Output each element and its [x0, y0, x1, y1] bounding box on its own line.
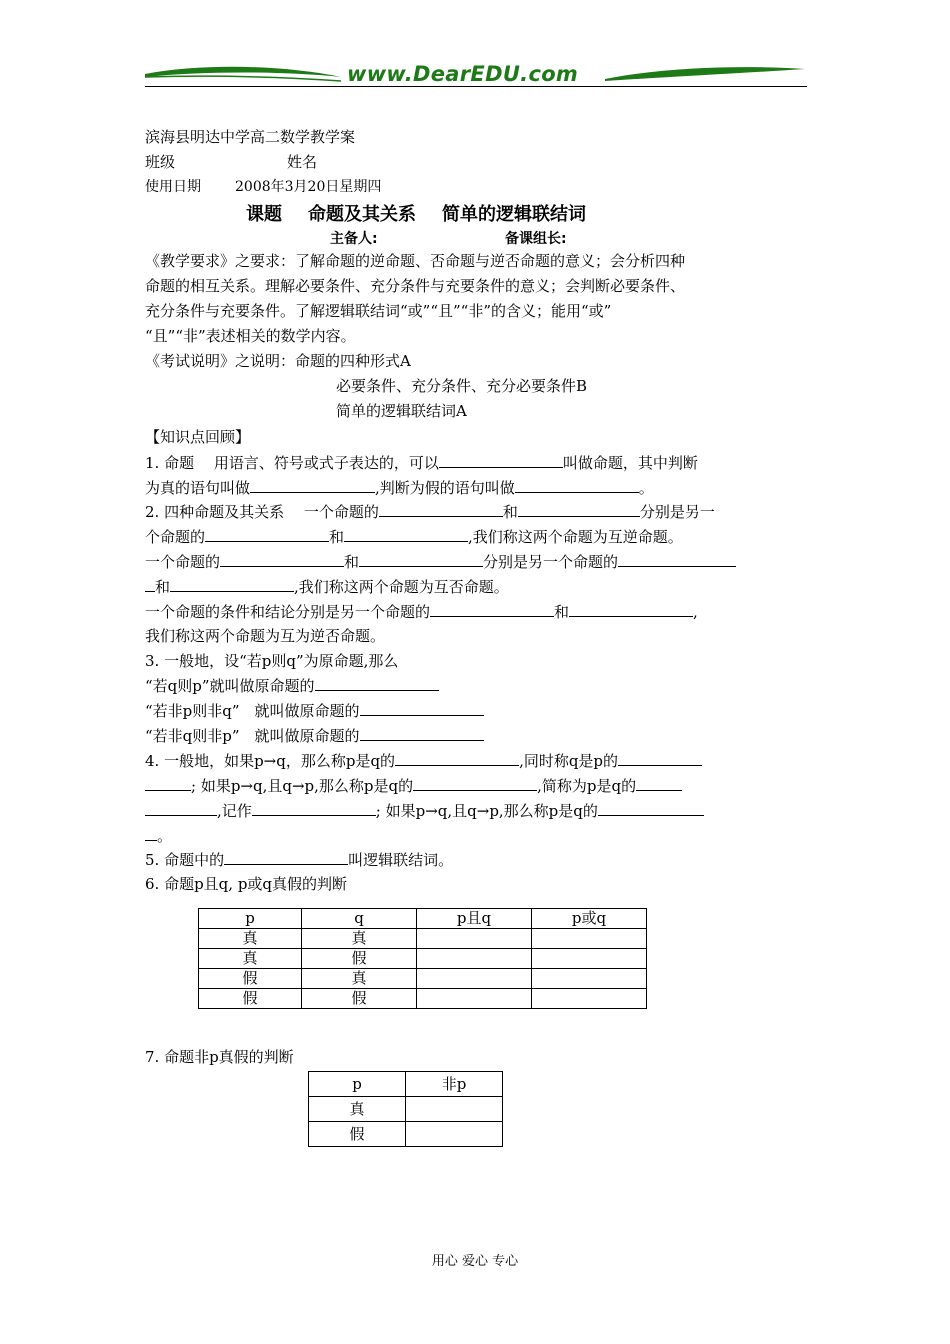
q1-line2 — [145, 477, 654, 498]
q2-line1 — [145, 501, 715, 522]
table-header-cell: p — [309, 1072, 406, 1097]
review-heading: 【知识点回顾】 — [145, 428, 251, 446]
q2-text: 个命题的 — [145, 528, 206, 546]
table-cell: 真 — [302, 929, 417, 949]
truth-table-not — [308, 1071, 503, 1147]
answer-blank[interactable] — [518, 501, 640, 517]
q5-text: 叫逻辑联结词。 — [348, 851, 454, 869]
answer-blank[interactable] — [145, 800, 217, 816]
q6-line: 6. 命题p且q, p或q真假的判断 — [145, 875, 348, 893]
answer-blank[interactable] — [344, 526, 468, 542]
answer-blank[interactable] — [618, 750, 702, 766]
q4-text: ,简称为p是q的 — [537, 777, 637, 795]
q4-line4 — [145, 825, 172, 846]
answer-blank[interactable] — [145, 825, 157, 841]
lesson-title — [246, 200, 612, 226]
q3-line4 — [145, 725, 484, 746]
table-row — [199, 929, 647, 949]
q3-text: “若非q则非p” 就叫做原命题的 — [145, 727, 360, 745]
q4-text: ,记作 — [217, 802, 252, 820]
title-main: 命题及其关系 — [308, 204, 416, 225]
table-header-cell: q — [302, 909, 417, 929]
page-footer: 用心 爱心 专心 — [431, 1254, 519, 1269]
answer-blank[interactable] — [224, 849, 348, 865]
table-answer-cell[interactable] — [532, 949, 647, 969]
requirement-line: 命题的相互关系。理解必要条件、充分条件与充要条件的意义；会判断必要条件、 — [145, 277, 686, 295]
q3-text: “若q则p”就叫做原命题的 — [145, 677, 315, 695]
table-cell: 假 — [302, 989, 417, 1009]
site-logo: www.DearEDU.com — [347, 62, 579, 86]
q2-line2 — [145, 526, 683, 547]
answer-blank[interactable] — [598, 800, 704, 816]
title-prefix: 课题 — [246, 204, 282, 225]
q1-line1 — [145, 452, 698, 473]
preparer-label: 主备人: — [330, 231, 378, 247]
table-answer-cell[interactable] — [417, 929, 532, 949]
q2-text: 2. 四种命题及其关系 一个命题的 — [145, 503, 379, 521]
answer-blank[interactable] — [252, 800, 376, 816]
q4-line1 — [145, 750, 702, 771]
q4-line2 — [145, 775, 682, 796]
answer-blank[interactable] — [439, 452, 563, 468]
q2-text: 分别是另一 — [639, 503, 715, 521]
date-line — [145, 177, 381, 197]
q5-text: 5. 命题中的 — [145, 851, 225, 869]
table-answer-cell[interactable] — [417, 989, 532, 1009]
date-value: 2008年3月20日星期四 — [235, 179, 382, 195]
q1-text: 。 — [638, 479, 654, 497]
table-cell: 真 — [199, 929, 302, 949]
answer-blank[interactable] — [145, 775, 191, 791]
table-answer-cell[interactable] — [532, 969, 647, 989]
q1-text: 叫做命题，其中判断 — [562, 454, 698, 472]
table-header-row — [309, 1072, 503, 1097]
table-answer-cell[interactable] — [406, 1097, 503, 1122]
q3-line1: 3. 一般地，设“若p则q”为原命题,那么 — [145, 652, 399, 670]
q1-text: ,判断为假的语句叫做 — [375, 479, 515, 497]
exam-line: 必要条件、充分条件、充分必要条件B — [336, 377, 588, 395]
truth-table-and-or — [198, 908, 647, 1009]
table-answer-cell[interactable] — [417, 969, 532, 989]
group-leader-label: 备课组长: — [505, 231, 567, 247]
q3-line3 — [145, 700, 484, 721]
q2-text: 一个命题的 — [145, 553, 221, 571]
table-header-row — [199, 909, 647, 929]
q1-text: 1. 命题 用语言、符号或式子表达的，可以 — [145, 454, 439, 472]
answer-blank[interactable] — [220, 551, 344, 567]
q2-text: ,我们称这两个命题为互否命题。 — [294, 578, 509, 596]
q2-text: ,我们称这两个命题为互逆命题。 — [468, 528, 683, 546]
table-cell: 真 — [309, 1097, 406, 1122]
q4-text: ; 如果p→q,且q→p,那么称p是q的 — [375, 802, 598, 820]
answer-blank[interactable] — [515, 477, 639, 493]
table-cell: 假 — [309, 1122, 406, 1147]
q4-text: 4. 一般地，如果p→q，那么称p是q的 — [145, 752, 396, 770]
requirement-line: 充分条件与充要条件。了解逻辑联结词“或”“且”“非”的含义；能用“或” — [145, 302, 612, 320]
answer-blank[interactable] — [430, 601, 554, 617]
table-header-cell: p且q — [417, 909, 532, 929]
q4-text: ; 如果p→q,且q→p,那么称p是q的 — [191, 777, 414, 795]
header-rule — [145, 86, 807, 87]
q2-text: 和 — [344, 553, 360, 571]
name-label: 姓名 — [287, 153, 318, 171]
q2-line5 — [145, 601, 698, 622]
answer-blank[interactable] — [360, 725, 484, 741]
right-swoosh-decoration — [605, 63, 807, 85]
table-header-cell: p — [199, 909, 302, 929]
q2-text: 和 — [502, 503, 518, 521]
table-header-cell: 非p — [406, 1072, 503, 1097]
q4-text: 。 — [157, 827, 173, 845]
answer-blank[interactable] — [170, 576, 294, 592]
q2-text: 和 — [155, 578, 171, 596]
answer-blank[interactable] — [636, 775, 682, 791]
q2-text: , — [693, 603, 698, 621]
requirement-line: 《教学要求》之要求：了解命题的逆命题、否命题与逆否命题的意义；会分析四种 — [145, 252, 686, 270]
q4-line3 — [145, 800, 704, 821]
table-row — [199, 989, 647, 1009]
requirement-line: “且”“非”表述相关的数学内容。 — [145, 327, 356, 345]
title-sub: 简单的逻辑联结词 — [442, 204, 586, 225]
q2-text: 分别是另一个命题的 — [483, 553, 619, 571]
table-row — [199, 949, 647, 969]
class-label: 班级 — [145, 153, 176, 171]
q2-line3 — [145, 551, 736, 572]
q3-text: “若非p则非q” 就叫做原命题的 — [145, 702, 360, 720]
answer-blank[interactable] — [315, 675, 439, 691]
table-row — [309, 1122, 503, 1147]
table-cell: 假 — [302, 949, 417, 969]
q2-line6: 我们称这两个命题为互为逆否命题。 — [145, 627, 386, 645]
q2-line4 — [145, 576, 509, 597]
table-answer-cell[interactable] — [532, 989, 647, 1009]
class-name-line — [145, 152, 317, 172]
q2-text: 一个命题的条件和结论分别是另一个命题的 — [145, 603, 431, 621]
q4-text: ,同时称q是p的 — [519, 752, 619, 770]
answer-blank[interactable] — [360, 700, 484, 716]
table-row — [309, 1097, 503, 1122]
table-answer-cell[interactable] — [417, 949, 532, 969]
answer-blank[interactable] — [379, 501, 503, 517]
q1-text: 为真的语句叫做 — [145, 479, 251, 497]
table-header-cell: p或q — [532, 909, 647, 929]
table-answer-cell[interactable] — [532, 929, 647, 949]
table-cell: 假 — [199, 989, 302, 1009]
table-answer-cell[interactable] — [406, 1122, 503, 1147]
date-label: 使用日期 — [145, 179, 201, 195]
answer-blank[interactable] — [395, 750, 519, 766]
answer-blank[interactable] — [250, 477, 375, 493]
answer-blank[interactable] — [569, 601, 693, 617]
q5-line — [145, 849, 453, 870]
q7-line: 7. 命题非p真假的判断 — [145, 1048, 294, 1066]
answer-blank[interactable] — [145, 576, 155, 592]
q3-line2 — [145, 675, 439, 696]
table-cell: 真 — [302, 969, 417, 989]
answer-blank[interactable] — [413, 775, 537, 791]
school-title: 滨海县明达中学高二数学教学案 — [145, 128, 356, 146]
answer-blank[interactable] — [618, 551, 736, 567]
table-cell: 假 — [199, 969, 302, 989]
exam-line: 简单的逻辑联结词A — [336, 402, 467, 420]
q2-text: 和 — [329, 528, 345, 546]
exam-line: 《考试说明》之说明：命题的四种形式A — [145, 352, 411, 370]
answer-blank[interactable] — [359, 551, 483, 567]
answer-blank[interactable] — [205, 526, 329, 542]
table-row — [199, 969, 647, 989]
left-swoosh-decoration — [143, 63, 343, 85]
table-cell: 真 — [199, 949, 302, 969]
q2-text: 和 — [554, 603, 570, 621]
